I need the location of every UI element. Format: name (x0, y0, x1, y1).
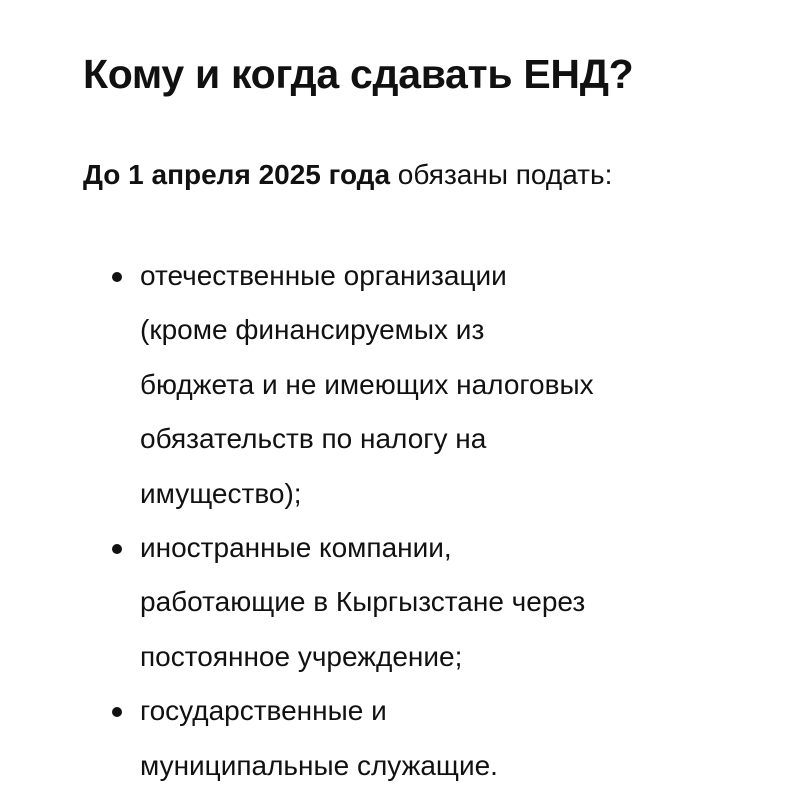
bullet-icon (112, 272, 122, 282)
list-item-line: (кроме финансируемых из (140, 314, 485, 346)
bullet-icon (112, 544, 122, 554)
deadline-text: До 1 апреля 2025 года (83, 159, 391, 190)
intro-text: обязаны подать: (390, 159, 613, 190)
list-item (112, 521, 752, 684)
list-item-line: отечественные организации (140, 260, 507, 291)
list-item-line: работающие в Кыргызстане через (140, 586, 586, 618)
list-item (112, 684, 752, 793)
list-item-line: иностранные компании, (140, 532, 452, 564)
list-item-line: постоянное учреждение; (140, 640, 463, 672)
list-item-line: муниципальные служащие. (140, 749, 498, 781)
obligated-parties-list (112, 249, 752, 793)
list-item-line: бюджета и не имеющих налоговых (140, 368, 594, 400)
page-title: Кому и когда сдавать ЕНД? (83, 51, 634, 97)
list-item (112, 249, 752, 521)
intro-paragraph (83, 155, 612, 195)
list-item-line: обязательств по налогу на (140, 423, 487, 455)
list-item-line: имущество); (140, 477, 302, 509)
list-item-line: государственные и (140, 695, 387, 727)
bullet-icon (112, 707, 122, 717)
